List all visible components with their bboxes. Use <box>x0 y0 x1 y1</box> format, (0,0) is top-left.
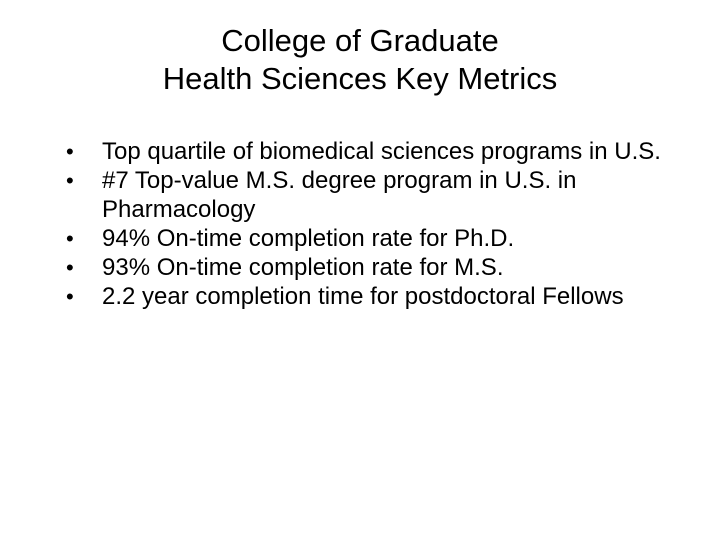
title-line-1: College of Graduate <box>221 23 499 58</box>
bullet-list <box>66 137 686 311</box>
bullet-icon: • <box>66 139 74 164</box>
bullet-text: 94% On-time completion rate for Ph.D. <box>102 225 515 252</box>
bullet-item-ms-completion <box>66 253 686 282</box>
bullet-item-top-value-ms <box>66 166 686 224</box>
title-line-2: Health Sciences Key Metrics <box>162 61 558 96</box>
bullet-text: 2.2 year completion time for postdoctoral Fellows <box>102 283 624 310</box>
bullet-text: Top quartile of biomedical sciences programs in U.S. <box>102 138 661 165</box>
bullet-icon: • <box>66 284 74 309</box>
bullet-text: 93% On-time completion rate for M.S. <box>102 254 504 281</box>
bullet-item-biomedical-quartile <box>66 137 686 166</box>
bullet-icon: • <box>66 226 74 251</box>
bullet-item-postdoc-time <box>66 282 686 311</box>
bullet-icon: • <box>66 255 74 280</box>
slide-title <box>60 22 660 98</box>
bullet-item-phd-completion <box>66 224 686 253</box>
bullet-icon: • <box>66 168 74 193</box>
bullet-text: #7 Top-value M.S. degree program in U.S. in Pharmacology <box>102 167 577 223</box>
